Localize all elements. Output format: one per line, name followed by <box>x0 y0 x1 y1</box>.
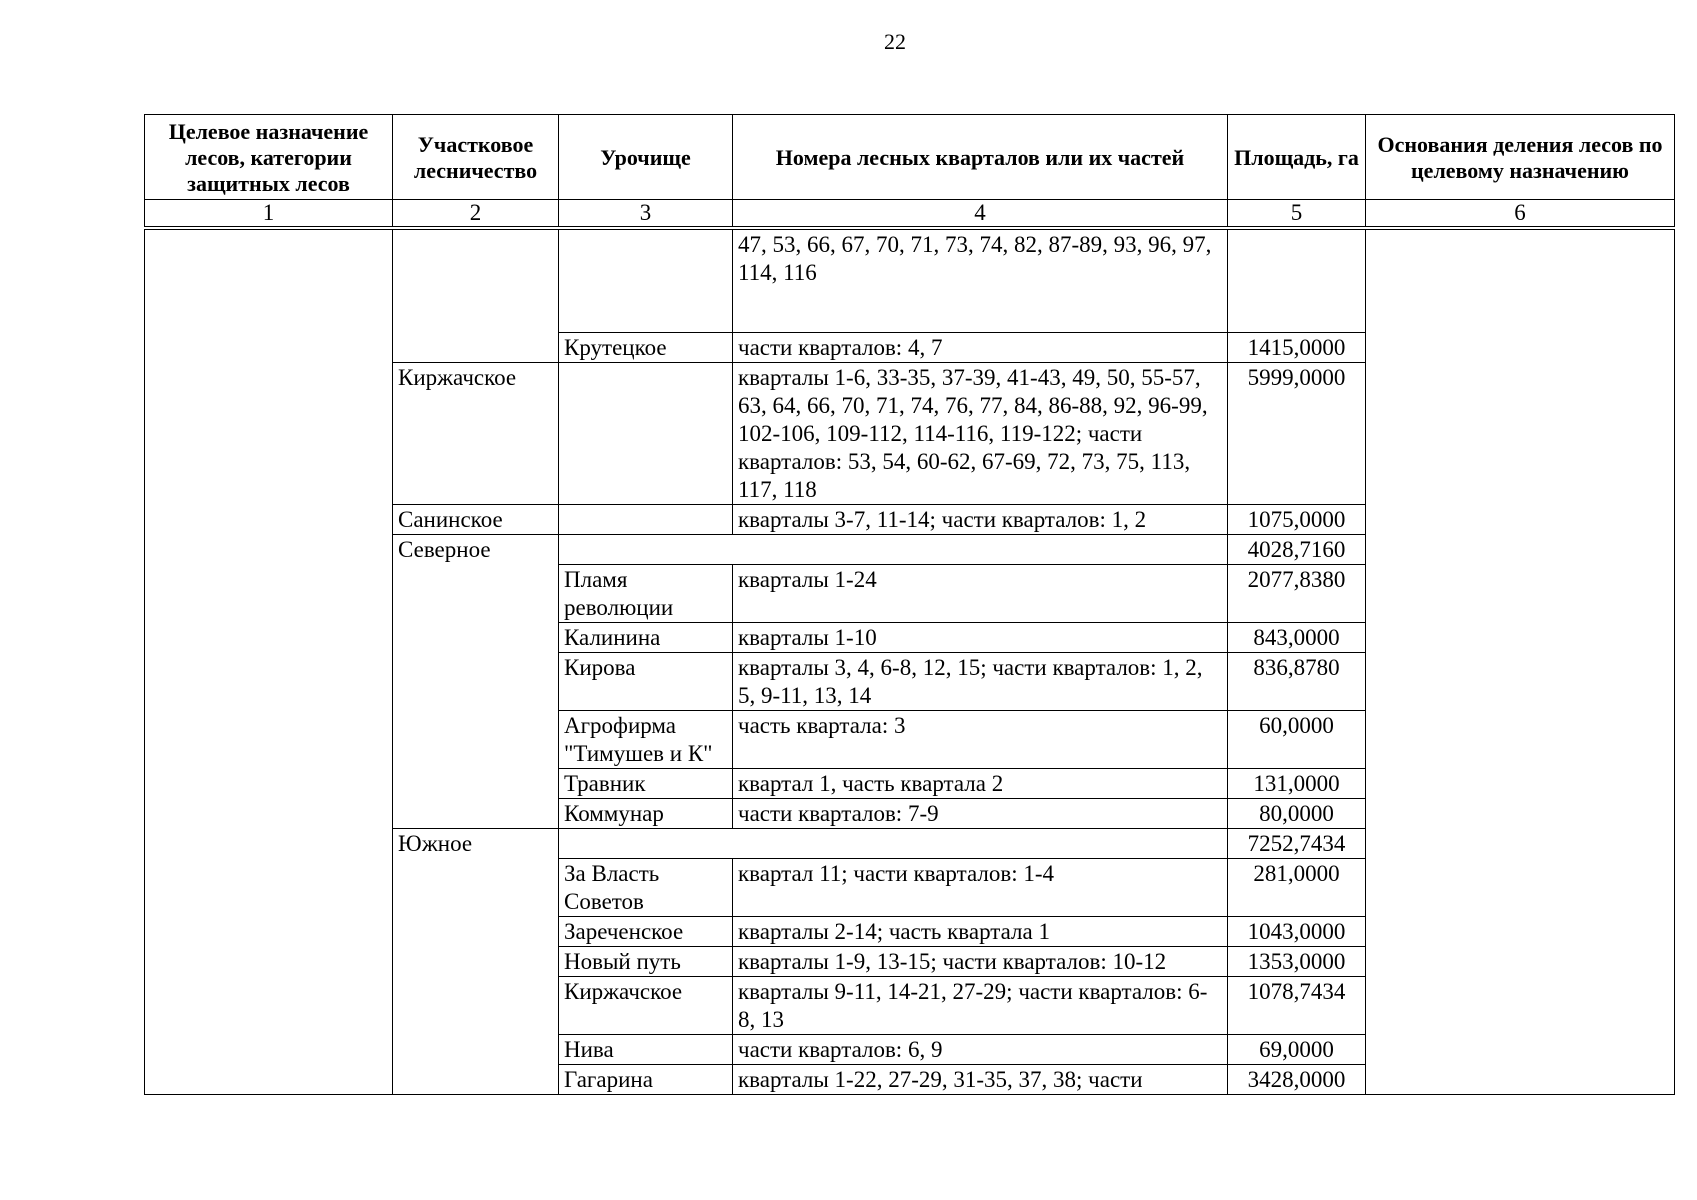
area-cell: 843,0000 <box>1228 622 1366 652</box>
tract-cell: Киржачское <box>559 976 733 1034</box>
table-row <box>145 228 1675 332</box>
area-cell: 1043,0000 <box>1228 916 1366 946</box>
tract-cell <box>559 504 733 534</box>
header-purpose: Целевое назначение лесов, категории защитных лесов <box>145 115 393 200</box>
tract-cell: За Власть Советов <box>559 858 733 916</box>
header-forestry: Участковое лесничество <box>393 115 559 200</box>
quarters-cell: части кварталов: 4, 7 <box>733 332 1228 362</box>
tract-cell: Агрофирма "Тимушев и К" <box>559 710 733 768</box>
tract-cell: Травник <box>559 768 733 798</box>
tract-cell: Гагарина <box>559 1064 733 1094</box>
forestry-cell: Киржачское <box>393 362 559 504</box>
quarters-cell: часть квартала: 3 <box>733 710 1228 768</box>
area-cell: 1075,0000 <box>1228 504 1366 534</box>
area-cell: 3428,0000 <box>1228 1064 1366 1094</box>
tract-cell: Нива <box>559 1034 733 1064</box>
area-cell: 60,0000 <box>1228 710 1366 768</box>
quarters-cell: части кварталов: 7-9 <box>733 798 1228 828</box>
column-number: 6 <box>1366 200 1675 229</box>
area-cell: 4028,7160 <box>1228 534 1366 564</box>
area-cell: 7252,7434 <box>1228 828 1366 858</box>
area-cell: 69,0000 <box>1228 1034 1366 1064</box>
quarters-cell: кварталы 1-24 <box>733 564 1228 622</box>
column-number: 1 <box>145 200 393 229</box>
column-number-row <box>145 200 1675 229</box>
quarters-cell: кварталы 1-6, 33-35, 37-39, 41-43, 49, 50, 55-57, 63, 64, 66, 70, 71, 74, 76, 77, 84, 86-88, 92, 96-99, 102-106, 109-112, 114-116, 119-122; части кварталов: 53, 54, 60-62, 67-69, 72, 73, 75, 113, 117, 118 <box>733 362 1228 504</box>
column-number: 3 <box>559 200 733 229</box>
column-number: 5 <box>1228 200 1366 229</box>
forestry-cell <box>393 228 559 362</box>
quarters-cell: кварталы 1-10 <box>733 622 1228 652</box>
forestry-cell: Южное <box>393 828 559 1094</box>
page-number: 22 <box>884 29 906 54</box>
header-basis: Основания деления лесов по целевому назначению <box>1366 115 1675 200</box>
tract-cell <box>559 362 733 504</box>
tract-cell <box>559 228 733 332</box>
area-cell: 131,0000 <box>1228 768 1366 798</box>
tract-cell: Новый путь <box>559 946 733 976</box>
quarters-cell: кварталы 1-9, 13-15; части кварталов: 10-12 <box>733 946 1228 976</box>
area-cell <box>1228 228 1366 332</box>
basis-cell <box>1366 228 1675 1094</box>
quarters-cell: кварталы 9-11, 14-21, 27-29; части кварталов: 6-8, 13 <box>733 976 1228 1034</box>
quarters-cell: квартал 11; части кварталов: 1-4 <box>733 858 1228 916</box>
quarters-cell <box>559 534 1228 564</box>
quarters-cell: 47, 53, 66, 67, 70, 71, 73, 74, 82, 87-89, 93, 96, 97, 114, 116 <box>733 228 1228 332</box>
tract-cell: Крутецкое <box>559 332 733 362</box>
header-tract: Урочище <box>559 115 733 200</box>
tract-cell: Калинина <box>559 622 733 652</box>
forestry-cell: Санинское <box>393 504 559 534</box>
tract-cell: Зареченское <box>559 916 733 946</box>
quarters-cell: кварталы 2-14; часть квартала 1 <box>733 916 1228 946</box>
quarters-cell: кварталы 3-7, 11-14; части кварталов: 1, 2 <box>733 504 1228 534</box>
quarters-cell: кварталы 1-22, 27-29, 31-35, 37, 38; части <box>733 1064 1228 1094</box>
header-area: Площадь, га <box>1228 115 1366 200</box>
forest-division-table <box>144 114 1675 1095</box>
purpose-cell <box>145 228 393 1094</box>
tract-cell: Коммунар <box>559 798 733 828</box>
area-cell: 1078,7434 <box>1228 976 1366 1034</box>
column-number: 4 <box>733 200 1228 229</box>
quarters-cell: кварталы 3, 4, 6-8, 12, 15; части кварталов: 1, 2, 5, 9-11, 13, 14 <box>733 652 1228 710</box>
area-cell: 5999,0000 <box>1228 362 1366 504</box>
header-row <box>145 115 1675 200</box>
area-cell: 2077,8380 <box>1228 564 1366 622</box>
area-cell: 80,0000 <box>1228 798 1366 828</box>
quarters-cell: квартал 1, часть квартала 2 <box>733 768 1228 798</box>
area-cell: 1353,0000 <box>1228 946 1366 976</box>
tract-cell: Кирова <box>559 652 733 710</box>
area-cell: 836,8780 <box>1228 652 1366 710</box>
area-cell: 1415,0000 <box>1228 332 1366 362</box>
quarters-cell <box>559 828 1228 858</box>
area-cell: 281,0000 <box>1228 858 1366 916</box>
forestry-cell: Северное <box>393 534 559 828</box>
tract-cell: Пламя революции <box>559 564 733 622</box>
column-number: 2 <box>393 200 559 229</box>
header-quarters: Номера лесных кварталов или их частей <box>733 115 1228 200</box>
quarters-cell: части кварталов: 6, 9 <box>733 1034 1228 1064</box>
